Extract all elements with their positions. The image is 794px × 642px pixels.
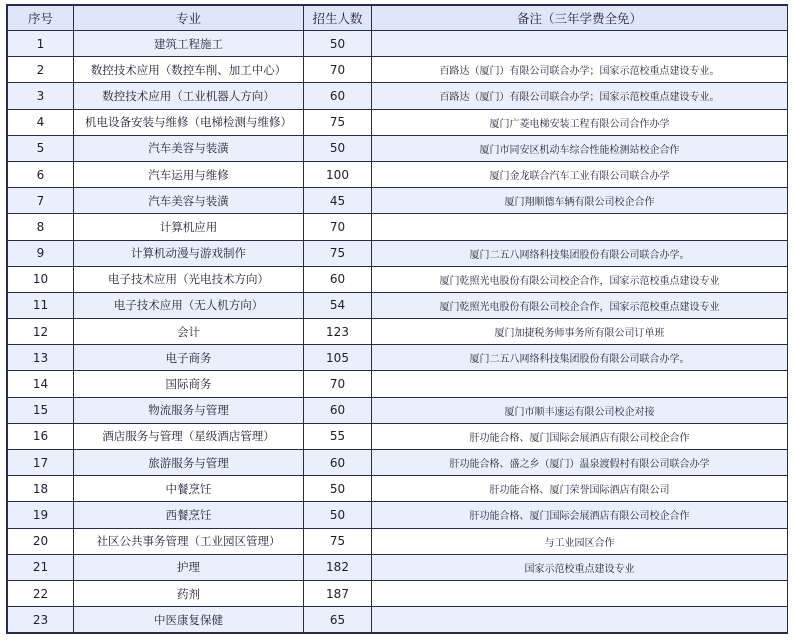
row-quota: 45: [304, 188, 372, 214]
row-quota: 50: [304, 135, 372, 161]
table-row: [8, 554, 788, 580]
row-major: 国际商务: [74, 371, 304, 397]
row-quota: 50: [304, 31, 372, 57]
row-quota: 50: [304, 502, 372, 528]
row-major: 数控技术应用（数控车削、加工中心）: [74, 57, 304, 83]
row-major: 建筑工程施工: [74, 31, 304, 57]
row-note: 肝功能合格、盛之乡（厦门）温泉渡假村有限公司联合办学: [372, 450, 788, 476]
row-quota: 100: [304, 161, 372, 187]
table-row: [8, 607, 788, 633]
table-header: [8, 6, 788, 31]
row-note: [372, 31, 788, 57]
header-quota: 招生人数: [304, 6, 372, 31]
row-quota: 70: [304, 214, 372, 240]
row-note: 肝功能合格、厦门国际会展酒店有限公司校企合作: [372, 502, 788, 528]
row-note: 厦门乾照光电股份有限公司校企合作，国家示范校重点建设专业: [372, 292, 788, 318]
table-row: [8, 345, 788, 371]
row-quota: 60: [304, 397, 372, 423]
row-index: 12: [8, 319, 74, 345]
row-note: 厦门二五八网络科技集团股份有限公司联合办学。: [372, 240, 788, 266]
row-note: 厦门翔顺德车辆有限公司校企合作: [372, 188, 788, 214]
row-index: 15: [8, 397, 74, 423]
header-index: 序号: [8, 6, 74, 31]
row-quota: 123: [304, 319, 372, 345]
row-quota: 70: [304, 371, 372, 397]
row-major: 物流服务与管理: [74, 397, 304, 423]
row-major: 社区公共事务管理（工业园区管理）: [74, 528, 304, 554]
table-row: [8, 528, 788, 554]
table-row: [8, 319, 788, 345]
row-index: 14: [8, 371, 74, 397]
row-major: 护理: [74, 554, 304, 580]
row-quota: 65: [304, 607, 372, 633]
row-major: 汽车运用与维修: [74, 161, 304, 187]
row-index: 5: [8, 135, 74, 161]
row-quota: 187: [304, 580, 372, 606]
row-quota: 55: [304, 423, 372, 449]
table-row: [8, 109, 788, 135]
row-index: 10: [8, 266, 74, 292]
row-quota: 60: [304, 266, 372, 292]
row-note: [372, 580, 788, 606]
row-index: 9: [8, 240, 74, 266]
row-index: 1: [8, 31, 74, 57]
row-note: 与工业园区合作: [372, 528, 788, 554]
row-note: [372, 214, 788, 240]
row-note: 厦门市同安区机动车综合性能检测站校企合作: [372, 135, 788, 161]
row-note: 厦门金龙联合汽车工业有限公司联合办学: [372, 161, 788, 187]
row-major: 会计: [74, 319, 304, 345]
header-note: 备注（三年学费全免）: [372, 6, 788, 31]
table-row: [8, 83, 788, 109]
row-major: 电子技术应用（无人机方向）: [74, 292, 304, 318]
row-major: 电子技术应用（光电技术方向）: [74, 266, 304, 292]
row-major: 电子商务: [74, 345, 304, 371]
table-row: [8, 423, 788, 449]
row-note: 肝功能合格、厦门荣誉国际酒店有限公司: [372, 476, 788, 502]
row-index: 2: [8, 57, 74, 83]
row-note: [372, 371, 788, 397]
row-index: 17: [8, 450, 74, 476]
row-major: 酒店服务与管理（星级酒店管理）: [74, 423, 304, 449]
row-major: 西餐烹饪: [74, 502, 304, 528]
row-note: 肝功能合格、厦门国际会展酒店有限公司校企合作: [372, 423, 788, 449]
row-note: 百路达（厦门）有限公司联合办学；国家示范校重点建设专业。: [372, 57, 788, 83]
row-note: [372, 607, 788, 633]
row-index: 19: [8, 502, 74, 528]
table-row: [8, 57, 788, 83]
table-row: [8, 31, 788, 57]
table-row: [8, 292, 788, 318]
row-major: 计算机应用: [74, 214, 304, 240]
row-index: 23: [8, 607, 74, 633]
row-major: 旅游服务与管理: [74, 450, 304, 476]
row-note: 厦门乾照光电股份有限公司校企合作，国家示范校重点建设专业: [372, 266, 788, 292]
row-major: 中医康复保健: [74, 607, 304, 633]
row-note: 厦门市顺丰速运有限公司校企对接: [372, 397, 788, 423]
row-quota: 75: [304, 528, 372, 554]
row-major: 汽车美容与装潢: [74, 188, 304, 214]
row-major: 药剂: [74, 580, 304, 606]
row-major: 数控技术应用（工业机器人方向）: [74, 83, 304, 109]
row-index: 22: [8, 580, 74, 606]
row-quota: 60: [304, 83, 372, 109]
table-row: [8, 240, 788, 266]
row-quota: 75: [304, 109, 372, 135]
row-note: 厦门广菱电梯安装工程有限公司合作办学: [372, 109, 788, 135]
row-index: 8: [8, 214, 74, 240]
row-index: 21: [8, 554, 74, 580]
row-index: 16: [8, 423, 74, 449]
enrollment-table: [7, 5, 788, 633]
row-quota: 54: [304, 292, 372, 318]
table-row: [8, 371, 788, 397]
row-major: 计算机动漫与游戏制作: [74, 240, 304, 266]
table-row: [8, 450, 788, 476]
table-row: [8, 135, 788, 161]
row-note: 百路达（厦门）有限公司联合办学；国家示范校重点建设专业。: [372, 83, 788, 109]
row-index: 4: [8, 109, 74, 135]
table-row: [8, 188, 788, 214]
row-index: 20: [8, 528, 74, 554]
table-row: [8, 580, 788, 606]
table-row: [8, 476, 788, 502]
row-index: 6: [8, 161, 74, 187]
table-row: [8, 502, 788, 528]
row-major: 机电设备安装与维修（电梯检测与维修）: [74, 109, 304, 135]
row-note: 国家示范校重点建设专业: [372, 554, 788, 580]
row-index: 7: [8, 188, 74, 214]
enrollment-table-container: [6, 4, 788, 634]
row-index: 11: [8, 292, 74, 318]
row-major: 汽车美容与装潢: [74, 135, 304, 161]
row-quota: 75: [304, 240, 372, 266]
table-row: [8, 161, 788, 187]
row-note: 厦门二五八网络科技集团股份有限公司联合办学。: [372, 345, 788, 371]
row-major: 中餐烹饪: [74, 476, 304, 502]
table-row: [8, 214, 788, 240]
row-quota: 105: [304, 345, 372, 371]
table-row: [8, 266, 788, 292]
header-row: [8, 6, 788, 31]
table-body: [8, 31, 788, 633]
row-index: 3: [8, 83, 74, 109]
row-index: 18: [8, 476, 74, 502]
header-major: 专业: [74, 6, 304, 31]
row-quota: 70: [304, 57, 372, 83]
row-note: 厦门加捷税务师事务所有限公司订单班: [372, 319, 788, 345]
row-index: 13: [8, 345, 74, 371]
row-quota: 50: [304, 476, 372, 502]
row-quota: 60: [304, 450, 372, 476]
row-quota: 182: [304, 554, 372, 580]
table-row: [8, 397, 788, 423]
